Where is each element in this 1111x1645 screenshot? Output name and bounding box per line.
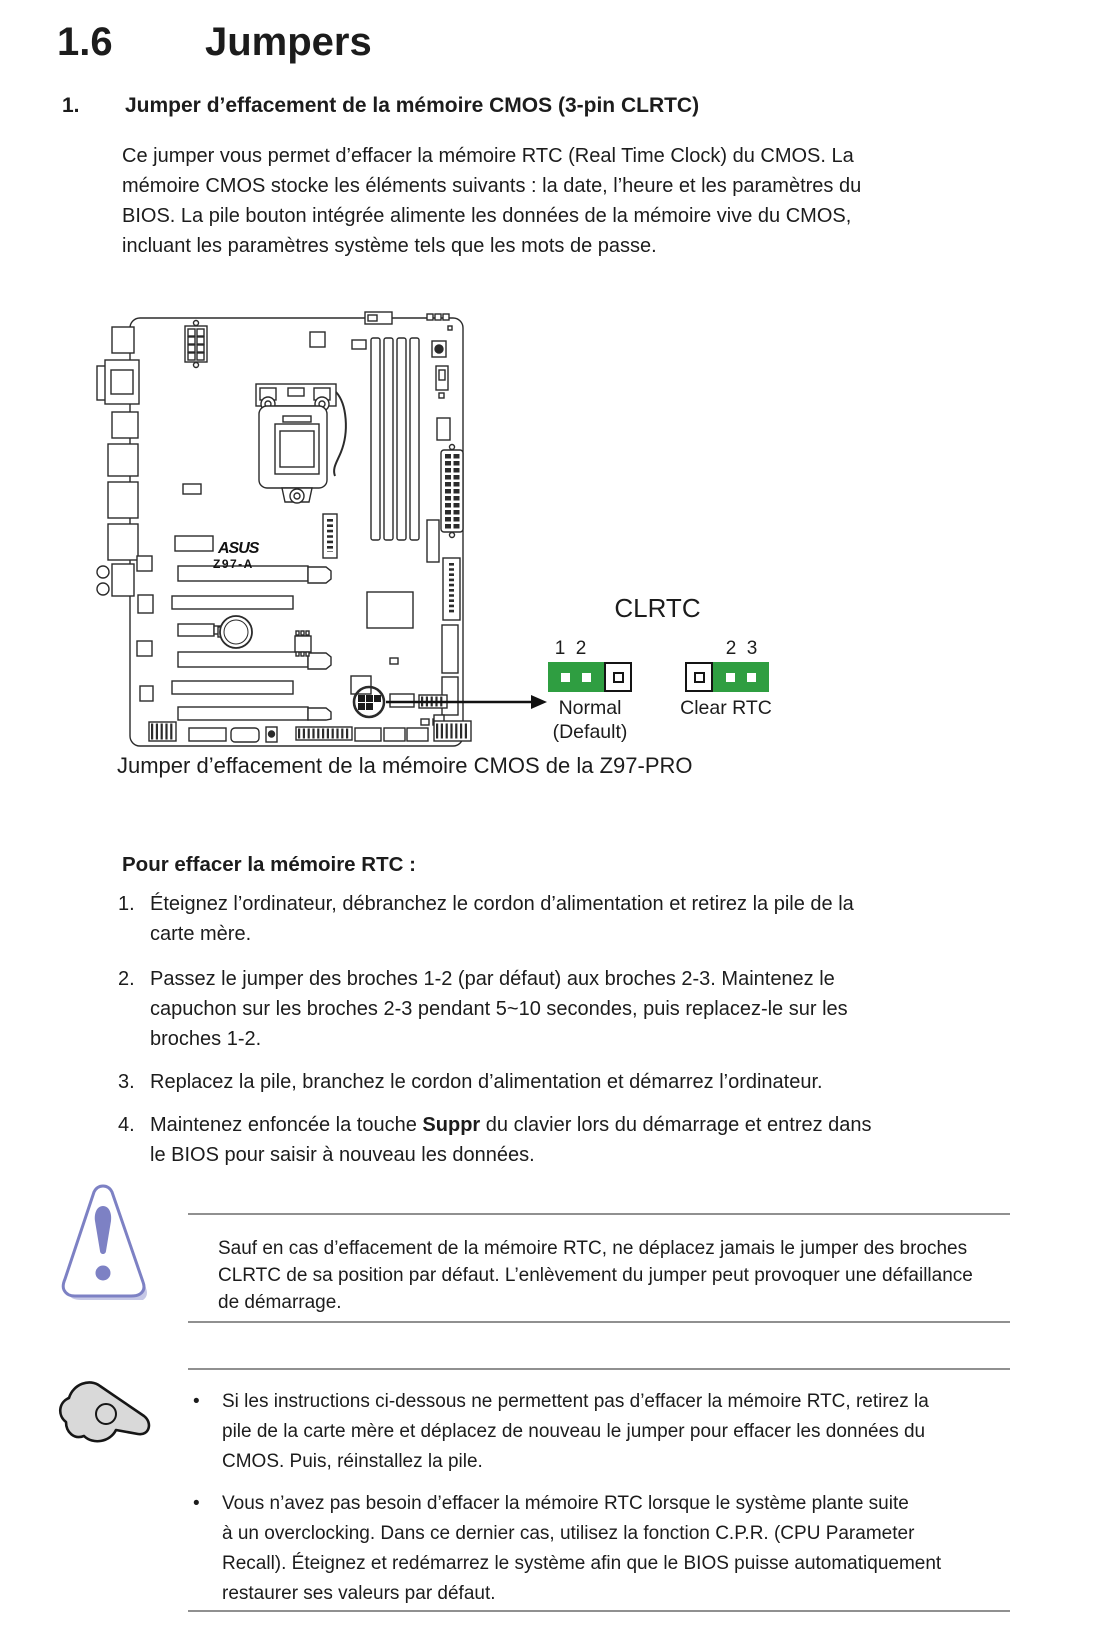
open-pin-cell <box>685 662 713 692</box>
pin <box>726 673 735 682</box>
note-item-1: • Si les instructions ci-dessous ne permettent pas d’effacer la mémoire RTC, retirez la pile de la carte mère et déplacez de nouveau le jumper pour effacer les données du CMOS. Puis, réinstallez la pile. <box>193 1387 929 1477</box>
open-pin-cell <box>604 662 632 692</box>
suppr-key-name: Suppr <box>422 1114 481 1136</box>
open-pin <box>613 672 624 683</box>
clrtc-title: CLRTC <box>614 593 701 623</box>
pin <box>582 673 591 682</box>
warning-triangle-icon <box>57 1180 149 1304</box>
pin-label-1: 1 <box>554 638 566 659</box>
intro-line: BIOS. La pile bouton intégrée alimente les données de la mémoire vive du CMOS, <box>122 205 852 227</box>
pin-label-2b: 2 <box>725 638 737 659</box>
sata-ports <box>442 558 460 715</box>
section-title: Jumpers <box>205 20 372 64</box>
step-number: 3. <box>118 1071 135 1093</box>
step-line: Éteignez l’ordinateur, débranchez le cordon d’alimentation et retirez la pile de la <box>150 893 854 915</box>
pin-label-3: 3 <box>746 638 758 659</box>
step-line: Replacez la pile, branchez le cordon d’alimentation et démarrez l’ordinateur. <box>150 1071 823 1093</box>
eps-power-connector <box>185 321 207 368</box>
default-label: (Default) <box>552 721 628 743</box>
usb3-header <box>323 514 337 558</box>
pin <box>561 673 570 682</box>
motherboard-diagram <box>85 300 551 752</box>
normal-label: Normal <box>558 697 622 719</box>
open-pin <box>694 672 705 683</box>
bios-chip <box>295 631 311 656</box>
procedure-heading: Pour effacer la mémoire RTC : <box>122 853 416 876</box>
jumper-clear-diagram <box>685 662 769 692</box>
step-4 <box>118 1110 872 1170</box>
board-brand-label: ASUS <box>218 540 259 557</box>
board-outline-group <box>97 312 547 746</box>
small-chip <box>310 332 325 347</box>
note-item-2: • Vous n’avez pas besoin d’effacer la mémoire RTC lorsque le système plante suite à un overclocking. Dans ce dernier cas, utilisez la fonction C.P.R. (CPU Parameter Recall). Éteignez et redémarrez le système afin que le BIOS puisse automatiquement restaurer ses valeurs par défaut. <box>193 1489 941 1609</box>
jumper-normal-diagram <box>548 662 632 692</box>
item-title: Jumper d’effacement de la mémoire CMOS (3-pin CLRTC) <box>125 94 700 117</box>
divider <box>188 1213 1010 1215</box>
warning-text: Sauf en cas d’effacement de la mémoire RTC, ne déplacez jamais le jumper des broches CLRTC de sa position par défaut. L’enlèvement du jumper peut provoquer une défaillance de démarrage. <box>218 1238 973 1313</box>
note-hand-icon <box>52 1372 156 1460</box>
step-line: broches 1-2. <box>150 1028 262 1050</box>
item-number: 1. <box>62 94 80 117</box>
pin <box>747 673 756 682</box>
step-number: 1. <box>118 893 135 915</box>
step-2 <box>118 964 848 1054</box>
step-number: 4. <box>118 1114 135 1136</box>
clear-rtc-label: Clear RTC <box>680 697 772 719</box>
jumper-cap <box>548 662 604 692</box>
intro-line: mémoire CMOS stocke les éléments suivants : la date, l’heure et les paramètres du <box>122 175 862 197</box>
pch-chip <box>367 592 413 628</box>
divider <box>188 1321 1010 1323</box>
step-line: capuchon sur les broches 2-3 pendant 5~10 secondes, puis replacez-le sur les <box>150 998 848 1020</box>
divider <box>188 1610 1010 1612</box>
jumper-cap <box>713 662 769 692</box>
step-3 <box>118 1067 823 1097</box>
divider <box>188 1368 1010 1370</box>
step-number: 2. <box>118 968 135 990</box>
section-number: 1.6 <box>57 20 113 64</box>
rear-io-ports <box>97 327 139 596</box>
intro-line: Ce jumper vous permet d’effacer la mémoire RTC (Real Time Clock) du CMOS. La <box>122 145 854 167</box>
bullet: • <box>193 1391 200 1412</box>
step-line: Passez le jumper des broches 1-2 (par défaut) aux broches 2-3. Maintenez le <box>150 968 835 990</box>
board-model-label: Z97-A <box>213 557 254 571</box>
figure-caption: Jumper d’effacement de la mémoire CMOS de la Z97-PRO <box>117 753 693 778</box>
step-1 <box>118 889 854 949</box>
step-line: Maintenez enfoncée la touche Suppr du clavier lors du démarrage et entrez dans <box>150 1114 872 1136</box>
atx-power-connector <box>441 445 463 538</box>
bullet: • <box>193 1493 200 1514</box>
step-line: le BIOS pour saisir à nouveau les données. <box>150 1144 535 1166</box>
intro-line: incluant les paramètres système tels que les mots de passe. <box>122 235 657 257</box>
step-line: carte mère. <box>150 923 252 945</box>
power-button <box>432 341 446 357</box>
pin-label-2: 2 <box>575 638 587 659</box>
intro-paragraph <box>122 141 861 261</box>
